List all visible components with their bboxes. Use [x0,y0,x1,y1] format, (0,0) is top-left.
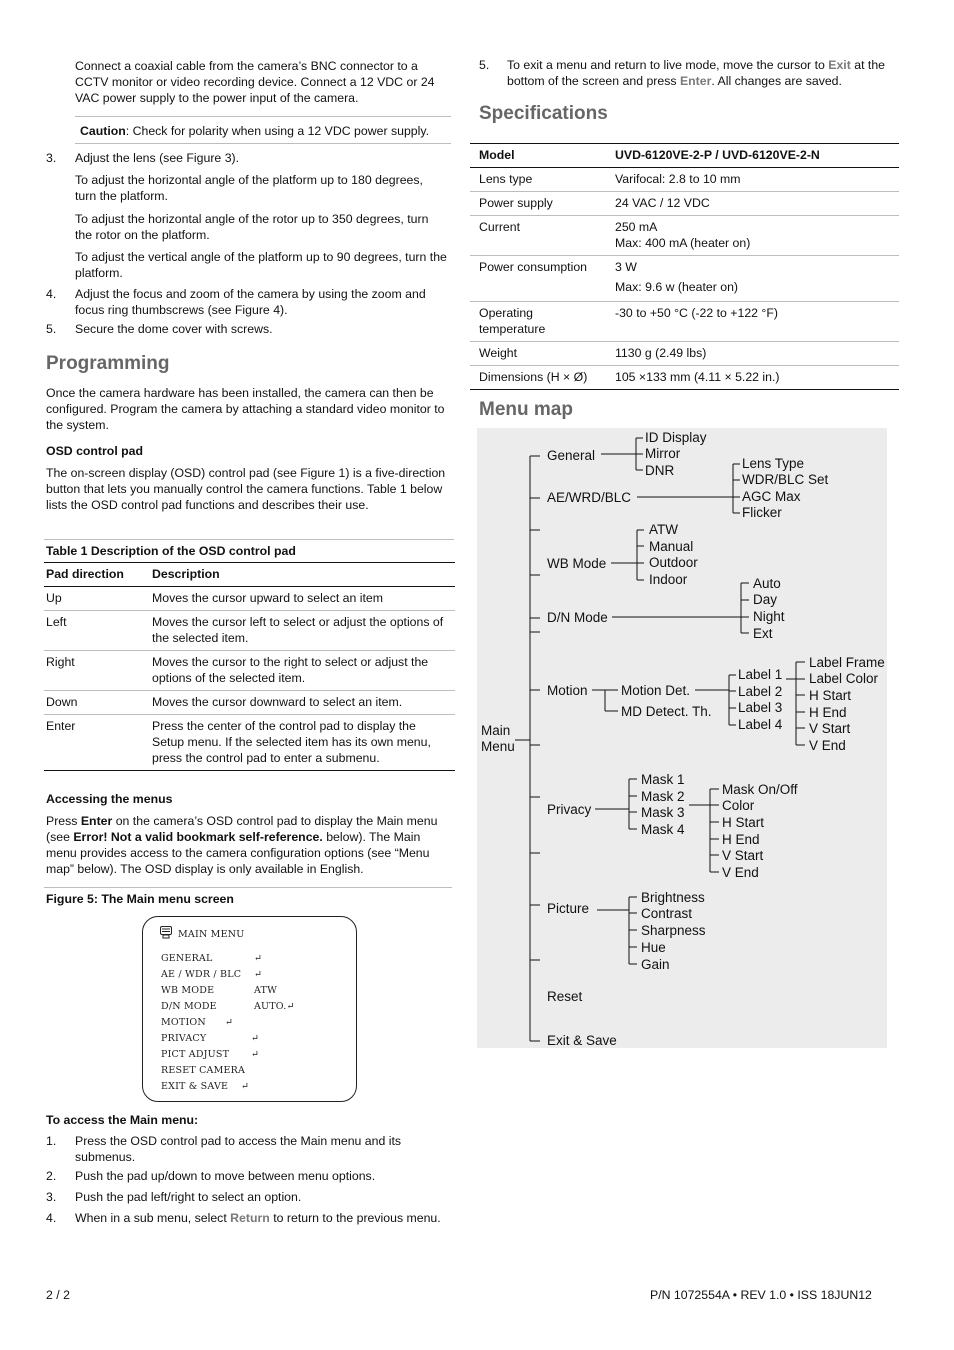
map-node-privacy: Privacy [547,802,592,817]
menu-item-label: MOTION [161,1017,206,1028]
map-leaf: Flicker [742,505,782,520]
map-leaf: ID Display [645,430,707,445]
map-leaf: Lens Type [742,456,805,471]
map-leaf: Mask 3 [641,805,685,820]
map-leaf: Night [753,609,785,624]
exit-text-b: at the bottom of the screen and press [507,58,885,88]
map-leaf: Mask On/Off [722,782,798,797]
map-leaf: Ext [753,626,773,641]
figure5-caption: Figure 5: The Main menu screen [46,892,234,906]
map-leaf: Sharpness [641,923,706,938]
spec-label: Current [470,216,615,256]
spec-value: 1130 g (2.49 lbs) [615,342,899,366]
pad-direction: Left [44,611,152,651]
table1-header-direction: Pad direction [44,563,152,587]
map-leaf: MD Detect. Th. [621,704,712,719]
menu-item-label: EXIT & SAVE [161,1081,229,1092]
map-leaf: Hue [641,940,666,955]
map-node-wb: WB Mode [547,556,607,571]
map-root-main: Main Menu [481,723,515,754]
access-step4-text-a: When in a sub menu, select [75,1211,231,1225]
pad-description: Press the center of the control pad to display the Setup menu. If the selected item has its own menu, press the control pad to enter a submenu. [152,715,455,771]
map-leaf: AGC Max [742,489,801,504]
spec-value: -30 to +50 °C (-22 to +122 °F) [615,302,899,342]
pad-description: Moves the cursor downward to select an item. [152,691,455,715]
pad-description: Moves the cursor left to select or adjust the options of the selected item. [152,611,455,651]
access-step-number: 2. [46,1169,57,1183]
map-leaf: Outdoor [649,555,698,570]
menu-item-label: RESET CAMERA [161,1065,246,1076]
map-leaf: Indoor [649,572,688,587]
pad-description: Moves the cursor upward to select an item [152,587,455,611]
accessing-text-1: Press [46,814,81,828]
map-leaf: WDR/BLC Set [742,472,829,487]
map-node-picture: Picture [547,901,590,916]
table1-header-description: Description [152,563,455,587]
step3-text: Adjust the lens (see Figure 3). [75,151,240,165]
spec-value: 24 VAC / 12 VDC [615,192,899,216]
pad-direction: Right [44,651,152,691]
enter-keyword: Enter [679,74,712,88]
exit-text-c: . All changes are saved. [711,74,842,88]
specifications-heading: Specifications [479,103,608,124]
map-leaf: Contrast [641,906,693,921]
menu-item-label: GENERAL [161,953,213,964]
map-leaf: Mask 1 [641,772,685,787]
bookmark-error: Error! Not a valid bookmark self-reference. [73,830,323,844]
map-leaf: Motion Det. [621,683,691,698]
map-leaf: Color [722,798,755,813]
menu-item-value: ↵ [254,969,263,980]
map-leaf: Manual [649,539,694,554]
exit-text-a: To exit a menu and return to live mode, move the cursor to [507,58,829,72]
menu-item-value: AUTO.↵ [254,1001,295,1012]
map-leaf: H End [722,832,760,847]
spec-label: Lens type [470,168,615,192]
step5-number: 5. [46,322,57,336]
table1-caption: Table 1 Description of the OSD control pad [46,544,296,558]
map-leaf: DNR [645,463,675,478]
spec-value: 250 mA Max: 400 mA (heater on) [615,216,899,256]
accessing-text-3: below). The Main menu provides access to the camera configuration options (see “Menu map” below). The OSD display is only available in English. [46,830,430,876]
access-main-heading: To access the Main menu: [46,1113,199,1127]
menu-item-value: ↵ [254,953,263,964]
access-step-text: Press the OSD control pad to access the Main menu and its submenus. [75,1134,402,1164]
menu-item-label: D/N MODE [161,1001,217,1012]
map-leaf: Label 3 [738,700,783,715]
map-node-dn: D/N Mode [547,610,608,625]
part-number: P/N 1072554A • REV 1.0 • ISS 18JUN12 [650,1288,872,1302]
spec-label: Operating temperature [470,302,615,342]
map-leaf: Gain [641,957,670,972]
map-leaf: H Start [809,688,852,703]
access-step-number: 4. [46,1211,57,1225]
step4-text: Adjust the focus and zoom of the camera by using the zoom and focus ring thumbscrews (see Figure 4). [75,287,426,317]
map-leaf: ATW [649,522,678,537]
access-step-number: 1. [46,1134,57,1148]
exit-keyword: Exit [828,58,851,72]
menu-item-label: PRIVACY [161,1033,207,1044]
map-leaf: Day [753,592,778,607]
map-leaf: Auto [753,576,781,591]
step4-number: 4. [46,287,57,301]
accessing-text-2: on the camera’s OSD control pad to display the Main menu (see [46,814,438,844]
step3-sub2: To adjust the horizontal angle of the rotor up to 350 degrees, turn the rotor on the platform. [75,212,429,242]
map-leaf: Label Color [809,671,879,686]
spec-label: Power consumption [470,256,615,302]
menu-item-label: AE / WDR / BLC [161,969,242,980]
programming-paragraph: Once the camera hardware has been installed, the camera can then be configured. Program the camera by attaching a standard video monitor to the system. [46,386,445,432]
menu-map-heading: Menu map [479,399,573,420]
map-leaf: H End [809,705,847,720]
menu-item-value: ATW [254,985,278,996]
return-keyword: Return [230,1211,270,1225]
menu-item-value: ↵ [225,1017,234,1028]
pad-direction: Enter [44,715,152,771]
map-node-ae: AE/WRD/BLC [547,490,632,505]
step3-number: 3. [46,151,57,165]
map-leaf: V End [809,738,846,753]
spec-label: Power supply [470,192,615,216]
map-leaf: Brightness [641,890,705,905]
step3-sub1: To adjust the horizontal angle of the platform up to 180 degrees, turn the platform. [75,173,423,203]
map-leaf: H Start [722,815,765,830]
map-leaf: Mask 2 [641,789,685,804]
map-leaf: V Start [809,721,851,736]
page-number: 2 / 2 [46,1288,70,1302]
pad-direction: Up [44,587,152,611]
map-node-exit: Exit & Save [547,1033,617,1048]
access-step-number: 3. [46,1190,57,1204]
access-step4-text-b: to return to the previous menu. [269,1211,441,1225]
map-leaf: Label Frame [809,655,885,670]
programming-heading: Programming [46,353,170,374]
osd-paragraph: The on-screen display (OSD) control pad (see Figure 1) is a five-direction button that lets you manually control the camera functions. Table 1 below lists the OSD control pad functions and describes their use. [46,466,446,512]
map-leaf: Mirror [645,446,681,461]
menu-item-value: ↵ [251,1033,260,1044]
pad-direction: Down [44,691,152,715]
spec-value: 105 ×133 mm (4.11 × 5.22 in.) [615,366,899,390]
menu-item-label: WB MODE [161,985,215,996]
map-leaf: Label 4 [738,717,783,732]
accessing-enter: Enter [80,814,113,828]
menu-item-value: ↵ [251,1049,260,1060]
menu-item-label: PICT ADJUST [161,1049,230,1060]
pad-description: Moves the cursor to the right to select or adjust the options of the selected item. [152,651,455,691]
map-leaf: Label 1 [738,667,783,682]
access-step-text: Push the pad up/down to move between menu options. [75,1169,376,1183]
spec-value: Varifocal: 2.8 to 10 mm [615,168,899,192]
map-leaf: Label 2 [738,684,783,699]
spec-label: Dimensions (H × Ø) [470,366,615,390]
map-node-reset: Reset [547,989,583,1004]
map-node-general: General [547,448,596,463]
accessing-heading: Accessing the menus [46,792,173,806]
menu-item-value: ↵ [241,1081,250,1092]
spec-header-label: Model [470,144,615,168]
caution-label: Caution [80,124,126,138]
spec-label: Weight [470,342,615,366]
main-menu-title: MAIN MENU [178,929,245,940]
step3-sub3: To adjust the vertical angle of the platform up to 90 degrees, turn the platform. [75,250,447,280]
access-step-text: Push the pad left/right to select an option. [75,1190,302,1204]
map-leaf: V Start [722,848,764,863]
map-node-motion: Motion [547,683,588,698]
step5-text: Secure the dome cover with screws. [75,322,273,336]
intro-paragraph: Connect a coaxial cable from the camera’s BNC connector to a CCTV monitor or video recording device. Connect a 12 VDC or 24 VAC power supply to the power input of the camera. [75,59,435,105]
spec-value: 3 W Max: 9.6 w (heater on) [615,256,899,302]
map-leaf: V End [722,865,759,880]
spec-header-value: UVD-6120VE-2-P / UVD-6120VE-2-N [615,144,899,168]
caution-text: : Check for polarity when using a 12 VDC power supply. [125,124,430,138]
exit-step-number: 5. [479,58,490,72]
map-leaf: Mask 4 [641,822,685,837]
osd-heading: OSD control pad [46,444,144,458]
